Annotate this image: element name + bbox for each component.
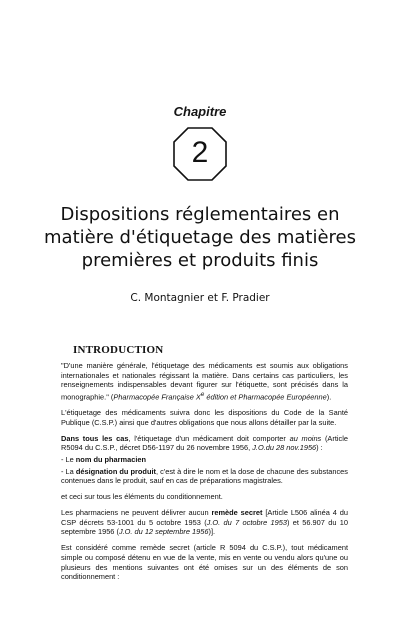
chapter-label: Chapitre <box>173 104 227 119</box>
emphasis: remède secret <box>211 508 263 518</box>
paragraph-text: ). <box>326 392 332 402</box>
chapter-title-line: Dispositions réglementaires en <box>60 204 340 225</box>
paragraph <box>61 434 348 453</box>
citation: édition et Pharmacopée Européenne <box>204 392 327 402</box>
citation-superscript: e <box>200 390 205 398</box>
section-heading: INTRODUCTION <box>73 344 164 356</box>
paragraph-text: , c'est à dire le nom et la dose de chacune des substances contenues dans le produit, sauf en cas de préparations magistrales. <box>61 466 348 486</box>
paragraph <box>61 508 348 537</box>
paragraph-text: ) : <box>316 443 323 453</box>
paragraph: Est considéré comme remède secret (article R 5094 du C.S.P.), tout médicament simple ou composé détenu en vue de la vente, mis en vente ou vendu alors qu'une ou plusieurs des mentions suivantes ont été omises sur un des éléments de son conditionnement : <box>61 543 348 582</box>
paragraph: et ceci sur tous les éléments du conditionnement. <box>61 492 223 502</box>
paragraph-text: )]. <box>208 527 216 537</box>
paragraph: L'étiquetage des médicaments suivra donc les dispositions du Code de la Santé Publique (C.S.P.) ainsi que d'autres obligations que nous allons détailler par la suite. <box>61 408 348 427</box>
list-marker: - La <box>61 466 76 476</box>
paragraph-text: ) et 56.907 du 10 septembre 1956 ( <box>61 517 348 537</box>
emphasis: nom du pharmacien <box>75 455 147 464</box>
list-marker: - Le <box>61 455 76 464</box>
paragraph-text: Les pharmaciens ne peuvent délivrer aucun <box>61 508 212 518</box>
citation: J.O. du 12 septembre 1956 <box>118 527 209 537</box>
list-item <box>61 467 348 486</box>
paragraph-text: [Article L506 alinéa 4 du CSP décrets 53-1001 du 5 octobre 1953 ( <box>61 508 348 527</box>
chapter-number-badge <box>172 126 228 182</box>
citation: J.O.du 28 nov.1956 <box>252 443 317 453</box>
citation: Pharmacopée Française X <box>113 392 201 402</box>
paragraph-quote <box>61 361 348 402</box>
chapter-number: 2 <box>191 136 209 169</box>
chapter-title <box>40 203 360 272</box>
chapter-authors: C. Montagnier et F. Pradier <box>130 292 270 304</box>
paragraph-text: "D'une manière générale, l'étiquetage des médicaments est soumis aux obligations internationales et nationales régissant la matière. Dans certains cas particuliers, les renseignements indispensables devant figurer sur l'étiquette, sont précisés dans la monographie." ( <box>61 361 348 402</box>
paragraph-text: (Article R5094 du C.S.P., décret D56-1197 du 26 novembre 1956, <box>61 433 348 453</box>
emphasis: Dans tous les cas <box>61 433 129 443</box>
chapter-title-line: matière d'étiquetage des matières <box>44 227 356 248</box>
emphasis: au moins <box>289 433 322 443</box>
emphasis: désignation du produit <box>75 466 156 476</box>
paragraph-text: , l'étiquetage d'un médicament doit comporter <box>128 433 290 443</box>
body-text <box>61 361 348 588</box>
list-item <box>61 455 348 465</box>
chapter-title-line: premières et produits finis <box>81 250 319 271</box>
citation: J.O. du 7 octobre 1953 <box>206 517 287 527</box>
